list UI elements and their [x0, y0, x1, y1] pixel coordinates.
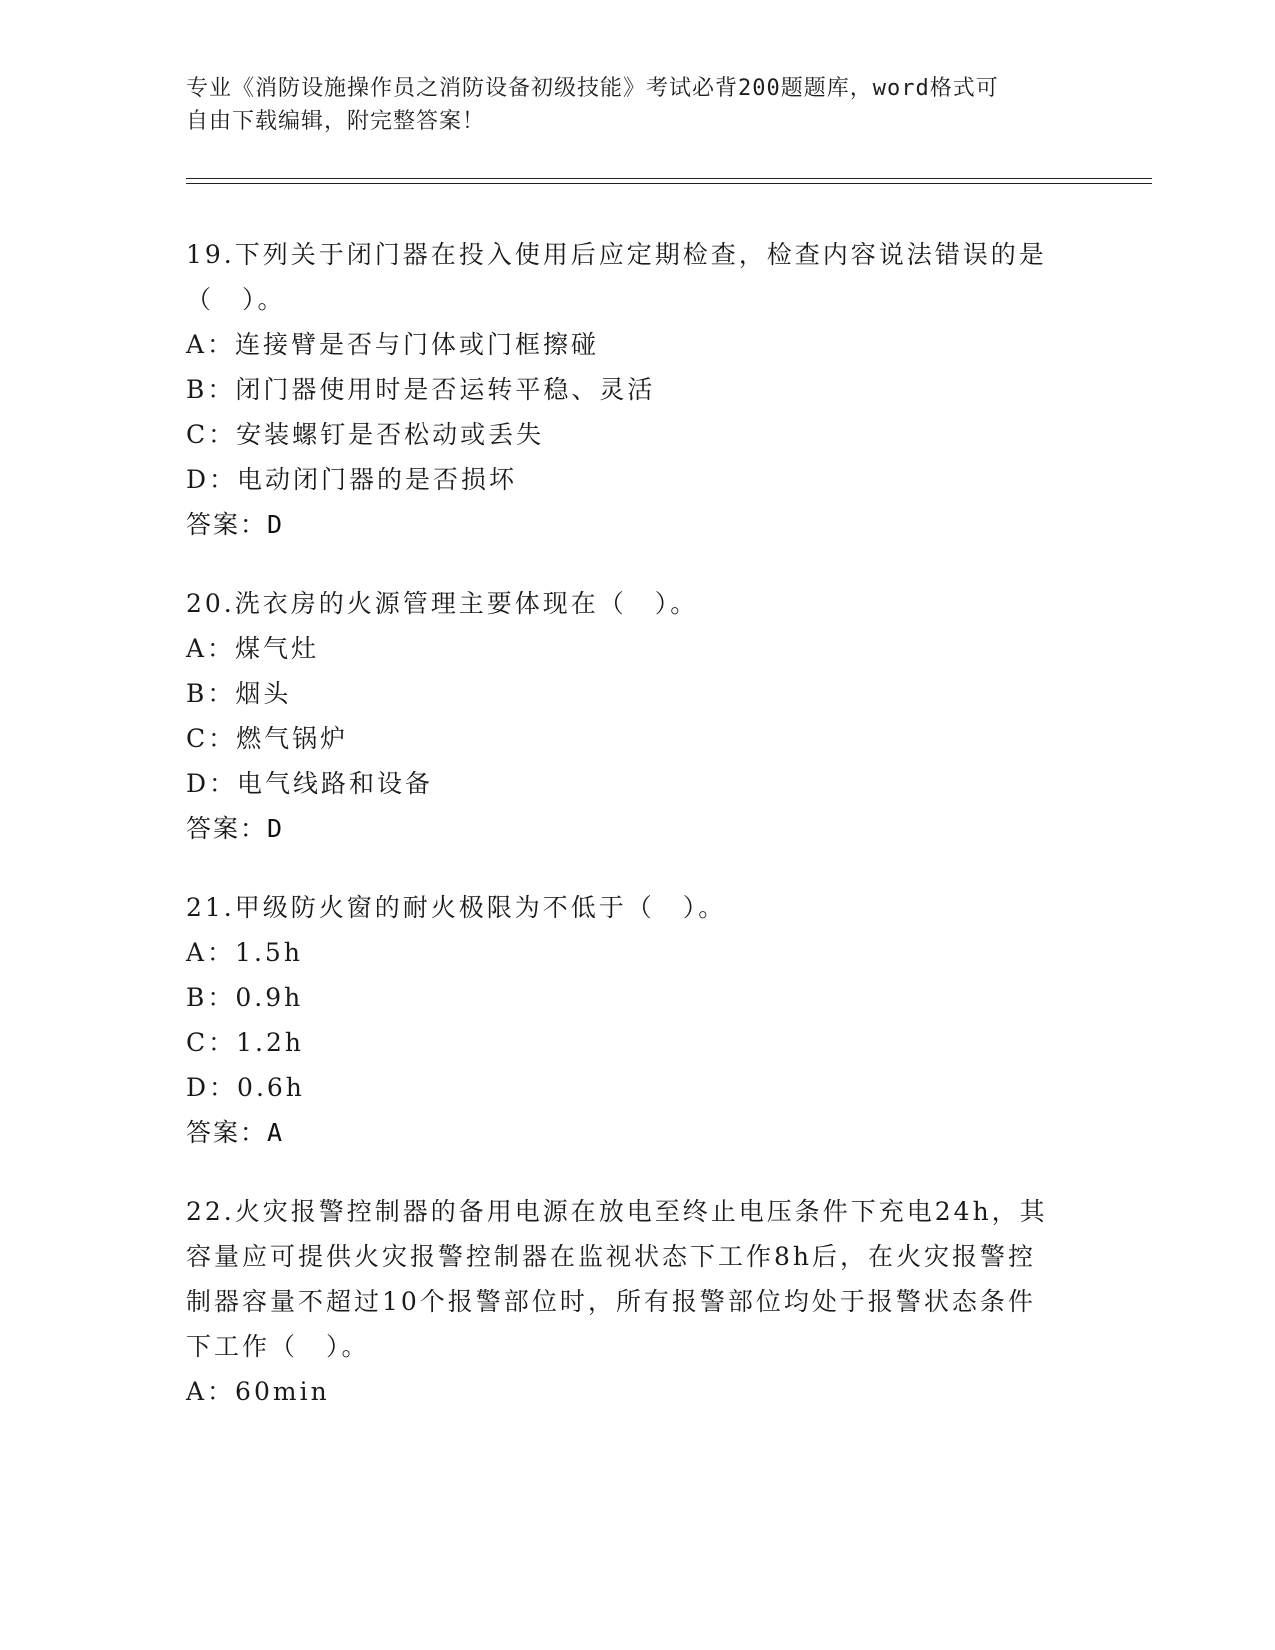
option-a: A：连接臂是否与门体或门框擦碰 — [186, 330, 600, 359]
option-b: B：0.9h — [186, 983, 304, 1012]
option-d: D：0.6h — [186, 1073, 305, 1102]
header-divider-double — [186, 183, 1152, 184]
option-a: A：煤气灶 — [186, 634, 320, 663]
option-d: D：电气线路和设备 — [186, 769, 434, 798]
answer-line: 答案：A — [186, 1118, 285, 1147]
answer-line: 答案：D — [186, 814, 285, 843]
question-19 — [186, 232, 1086, 547]
question-stem — [186, 885, 1086, 930]
question-stem — [186, 232, 1086, 322]
question-stem — [186, 1189, 1086, 1369]
option-d: D：电动闭门器的是否损坏 — [186, 465, 518, 494]
option-c: C：燃气锅炉 — [186, 724, 349, 753]
question-stem — [186, 581, 1086, 626]
document-header — [186, 72, 1086, 138]
option-b: B：闭门器使用时是否运转平稳、灵活 — [186, 375, 656, 404]
header-line-2: 自由下载编辑，附完整答案！ — [186, 109, 486, 134]
question-stem-line: 22.火灾报警控制器的备用电源在放电至终止电压条件下充电24h，其 — [186, 1197, 1048, 1226]
question-stem-line: （ ）。 — [186, 285, 286, 314]
question-20 — [186, 581, 1086, 851]
option-b: B：烟头 — [186, 679, 292, 708]
question-stem-line: 下工作（ ）。 — [186, 1332, 370, 1361]
question-21 — [186, 885, 1086, 1155]
option-a: A：1.5h — [186, 938, 303, 967]
question-stem-line: 20.洗衣房的火源管理主要体现在（ ）。 — [186, 589, 699, 618]
question-stem-line: 制器容量不超过10个报警部位时，所有报警部位均处于报警状态条件 — [186, 1287, 1036, 1316]
question-stem-line: 19.下列关于闭门器在投入使用后应定期检查，检查内容说法错误的是 — [186, 240, 1047, 269]
header-line-1: 专业《消防设施操作员之消防设备初级技能》考试必背200题题库，word格式可 — [186, 76, 999, 101]
option-c: C：1.2h — [186, 1028, 304, 1057]
header-divider — [186, 178, 1152, 179]
question-stem-line: 21.甲级防火窗的耐火极限为不低于（ ）。 — [186, 893, 727, 922]
option-c: C：安装螺钉是否松动或丢失 — [186, 420, 545, 449]
option-a: A：60min — [186, 1377, 330, 1406]
question-22 — [186, 1189, 1086, 1414]
answer-line: 答案：D — [186, 510, 285, 539]
question-list — [186, 232, 1086, 1448]
question-stem-line: 容量应可提供火灾报警控制器在监视状态下工作8h后，在火灾报警控 — [186, 1242, 1037, 1271]
